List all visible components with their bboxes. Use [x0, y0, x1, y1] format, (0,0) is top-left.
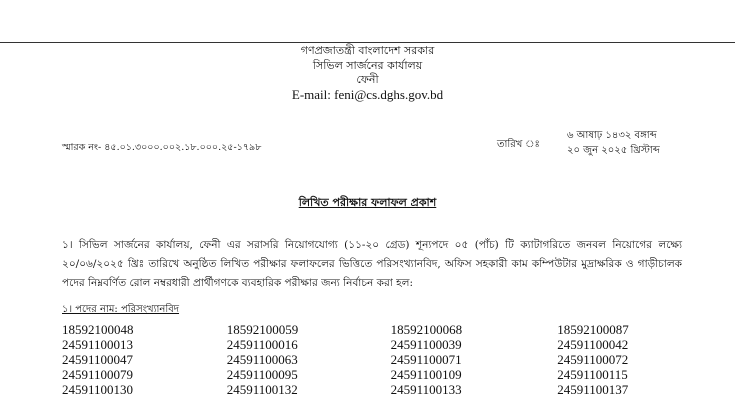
- roll-row: [62, 367, 722, 382]
- roll-number: 18592100087: [557, 322, 629, 337]
- roll-number: 24591100042: [557, 337, 629, 352]
- roll-number: 18592100059: [226, 322, 299, 337]
- date-bangla: ৬ আষাঢ় ১৪৩২ বঙ্গাব্দ: [567, 130, 657, 141]
- roll-number: 24591100047: [62, 352, 134, 367]
- date-english: ২০ জুন ২০২৫ খ্রিস্টাব্দ: [567, 145, 660, 156]
- roll-row: [62, 382, 722, 397]
- roll-number-grid: [62, 322, 722, 397]
- roll-number: 24591100039: [390, 337, 462, 352]
- date-block: [567, 128, 660, 158]
- notice-paragraph: ১। সিভিল সার্জনের কার্যালয়, ফেনী এর সরাসরি নিয়োগযোগ্য (১১-২০ গ্রেড) শূন্যপদে ০৫ (পাঁচ) টি ক্যাটাগরিতে জনবল নিয়োগের লক্ষ্যে ২০/০৬/২০২৫ খ্রিঃ তারিখে অনুষ্ঠিত লিখিত পরীক্ষার ফলাফলের ভিত্তিতে পরিসংখ্যানবিদ, অফিস সহকারী কাম কম্পিউটার মুদ্রাক্ষরিক ও গাড়ীচালক পদের নিম্নবর্ণিত রোল নম্বরধারী প্রার্থীগণকে ব্যবহারিক পরীক্ষার জন্য নির্বাচন করা হল:: [62, 239, 682, 289]
- roll-number: 24591100063: [226, 352, 298, 367]
- office-email: E-mail: feni@cs.dghs.gov.bd: [291, 86, 444, 102]
- govt-name: গণপ্রজাতন্ত্রী বাংলাদেশ সরকার: [300, 44, 435, 57]
- roll-number: 24591100130: [62, 382, 134, 397]
- roll-number: 18592100068: [390, 322, 463, 337]
- notice-title-text: লিখিত পরীক্ষার ফলাফল প্রকাশ: [298, 196, 437, 209]
- district-name: ফেনী: [356, 73, 379, 86]
- roll-row: [62, 322, 722, 337]
- roll-number: 24591100109: [390, 367, 462, 382]
- roll-number: 18592100048: [62, 322, 134, 337]
- letterhead: [0, 44, 735, 102]
- top-bar: [0, 0, 735, 43]
- office-name: সিভিল সার্জনের কার্যালয়: [312, 58, 423, 72]
- roll-number: 24591100072: [557, 352, 629, 367]
- memo-number: স্মারক নং- ৪৫.০১.৩০০০.০০২.১৮.০০০.২৫-১৭৯৮: [62, 142, 262, 153]
- roll-number: 24591100071: [390, 352, 462, 367]
- roll-number: 24591100079: [62, 367, 134, 382]
- roll-number: 24591100115: [557, 367, 628, 382]
- notice-title: [0, 194, 735, 213]
- roll-number: 24591100013: [62, 337, 134, 352]
- roll-number: 24591100137: [557, 382, 629, 397]
- date-label: তারিখ ঃ: [497, 139, 540, 150]
- roll-number: 24591100095: [226, 367, 298, 382]
- post-heading: ১। পদের নাম: পরিসংখ্যানবিদ: [62, 304, 180, 315]
- roll-row: [62, 337, 722, 352]
- roll-row: [62, 352, 722, 367]
- roll-number: 24591100132: [226, 382, 298, 397]
- roll-number: 24591100016: [226, 337, 298, 352]
- roll-number: 24591100133: [390, 382, 462, 397]
